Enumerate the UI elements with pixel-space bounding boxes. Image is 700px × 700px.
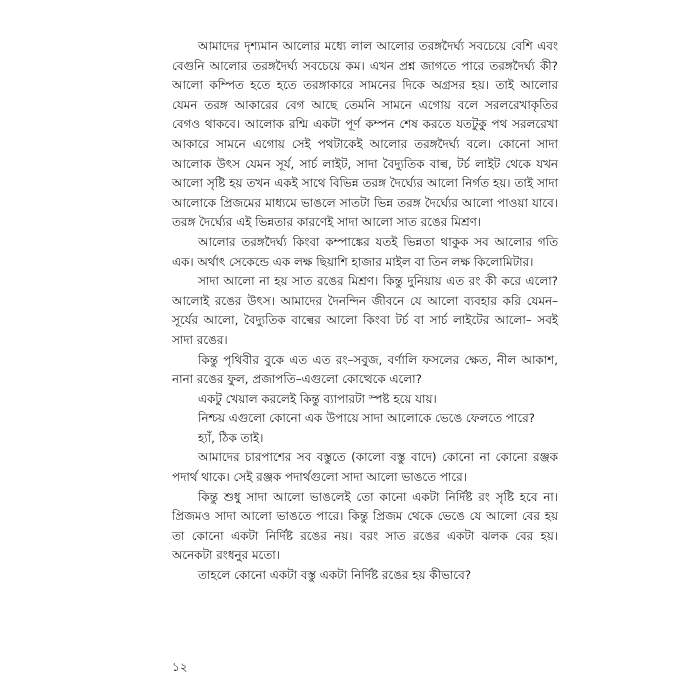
paragraph-wavelength: আমাদের দৃশ্যমান আলোর মধ্যে লাল আলোর তরঙ্গদৈর্ঘ্য সবচেয়ে বেশি এবং বেগুনি আলোর তরঙ্গদৈর্ঘ্য সবচেয়ে কম। এখন প্রশ্ন জাগতে পারে তরঙ্গদৈর্ঘ্য কী? আলো কম্পিত হতে হতে তরঙ্গাকারে সামনের দিকে অগ্রসর হয়। তাই আলোর যেমন তরঙ্গ আকারের বেগ আছে তেমনি সামনে এগোয় বলে সরলরেখাকৃতির বেগও থাকবে। আলোক রশ্মি একটা পূর্ণ কম্পন শেষ করতে যতটুকু পথ সরলরেখা আকারে সামনে এগোয় সেই পথটাকেই আলোর তরঙ্গদৈর্ঘ্য বলে। কোনো সাদা আলোক উৎস যেমন সূর্য, সার্চ লাইট, সাদা বৈদ্যুতিক বাল্ব, টর্চ লাইট থেকে যখন আলো সৃষ্টি হয় তখন একই সাথে বিভিন্ন তরঙ্গ দৈর্ঘ্যের আলো নির্গত হয়। তাই সাদা আলোকে প্রিজমের মাধ্যমে ভাঙলে সাতটা ভিন্ন তরঙ্গ দৈর্ঘ্যের আলো পাওয়া যাবে। তরঙ্গ দৈর্ঘ্যের এই ভিন্নতার কারণেই সাদা আলো সাত রঙের মিশ্রণ। <box>172 39 558 230</box>
paragraph-pigments: আমাদের চারপাশের সব বস্তুতে (কালো বস্তু বাদে) কোনো না কোনো রঞ্জক পদার্থ থাকে। সেই রঞ্জক পদার্থগুলো সাদা আলো ভাঙতে পারে। <box>172 450 558 485</box>
paragraph-prism: কিন্তু শুধু সাদা আলো ভাঙলেই তো কানো একটা নির্দিষ্ট রং সৃষ্টি হবে না। প্রিজমও সাদা আলো ভাঙতে পারে। কিন্তু প্রিজম থেকে ভেঙে যে আলো বের হয় তা কোনো একটা নির্দিষ্ট রঙের নয়। বরং সাত রঙের একটা ঝলক বের হয়। অনেকটা রংধনুর মতো। <box>172 489 558 563</box>
paragraph-question: নিশ্চয় এগুলো কোনো এক উপায়ে সাদা আলোকে ভেঙে ফেলতে পারে? <box>198 411 535 426</box>
paragraph-closing-question: তাহলে কোনো একটা বস্তু একটা নির্দিষ্ট রঙের হয় কীভাবে? <box>198 568 471 583</box>
paragraph-speed-of-light: আলোর তরঙ্গদৈর্ঘ্য কিংবা কম্পাঙ্কের যতই ভিন্নতা থাকুক সব আলোর গতি এক। অর্থাৎ সেকেন্ডে এক লক্ষ ছিয়াশি হাজার মাইল বা তিন লক্ষ কিলোমিটার। <box>172 234 558 269</box>
page-number: ১২ <box>172 660 188 674</box>
paragraph-colours-of-earth: কিন্তু পৃথিবীর বুকে এত এত রং–সবুজ, বর্ণালি ফসলের ক্ষেত, নীল আকাশ, নানা রঙের ফুল, প্রজাপতি–এগুলো কোত্থেকে এলো? <box>172 352 558 387</box>
paragraph-observation: একটু খেয়াল করলেই কিন্তু ব্যাপারটা স্পষ্ট হয়ে যায়। <box>198 391 437 406</box>
paragraph-answer: হ্যাঁ, ঠিক তাই। <box>198 430 264 445</box>
body-text <box>172 37 558 586</box>
paragraph-source-of-colour: সাদা আলো না হয় সাত রঙের মিশ্রণ। কিন্তু দুনিয়ায় এত রং কী করে এলো? আলোই রঙের উৎস। আমাদের দৈনন্দিন জীবনে যে আলো ব্যবহার করি যেমন–সূর্যের আলো, বৈদ্যুতিক বাল্বের আলো কিংবা টর্চ বা সার্চ লাইটের আলো– সবই সাদা রঙের। <box>172 274 558 347</box>
